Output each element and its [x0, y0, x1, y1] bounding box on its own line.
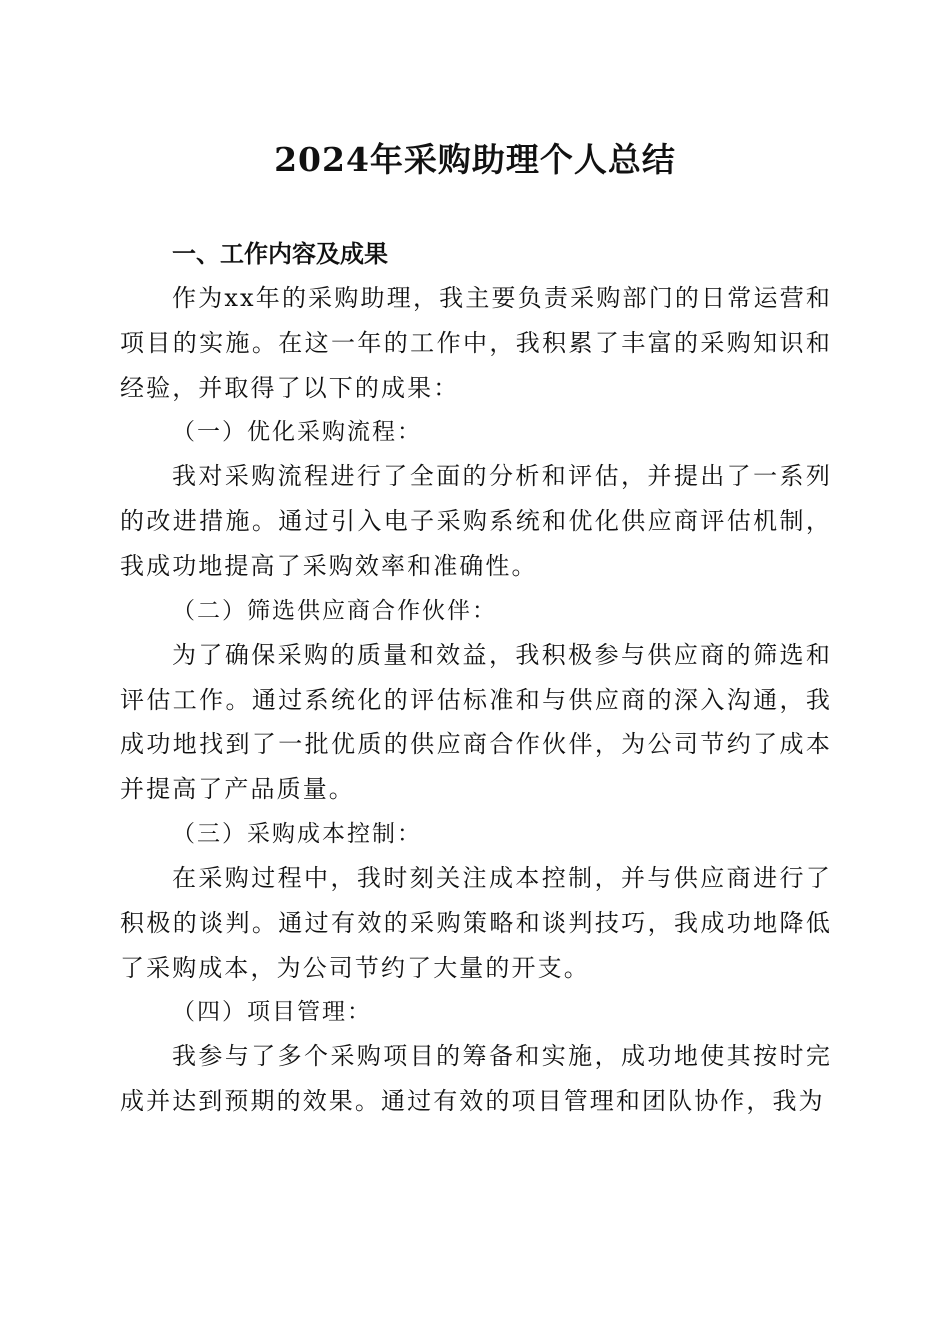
item-heading-1: （一）优化采购流程： [172, 419, 422, 446]
document-title: 2024年采购助理个人总结 [274, 140, 676, 179]
item-paragraph-2: 为了确保采购的质量和效益，我积极参与供应商的筛选和评估工作。通过系统化的评估标准和与供应商的深入沟通，我成功地找到了一批优质的供应商合作伙伴，为公司节约了成本并提高了产品质量。 [120, 640, 832, 804]
item-paragraph-4: 我参与了多个采购项目的筹备和实施，成功地使其按时完成并达到预期的效果。通过有效的项目管理和团队协作，我为 [120, 1042, 832, 1116]
section-heading: 一、工作内容及成果 [172, 240, 388, 268]
item-paragraph-3: 在采购过程中，我时刻关注成本控制，并与供应商进行了积极的谈判。通过有效的采购策略和谈判技巧，我成功地降低了采购成本，为公司节约了大量的开支。 [120, 863, 832, 982]
intro-paragraph: 作为xx年的采购助理，我主要负责采购部门的日常运营和项目的实施。在这一年的工作中，我积累了丰富的采购知识和经验，并取得了以下的成果： [120, 284, 832, 402]
item-paragraph-1: 我对采购流程进行了全面的分析和评估，并提出了一系列的改进措施。通过引入电子采购系统和优化供应商评估机制，我成功地提高了采购效率和准确性。 [120, 462, 832, 580]
item-heading-2: （二）筛选供应商合作伙伴： [172, 597, 497, 624]
document-body [120, 232, 832, 1124]
item-heading-3: （三）采购成本控制： [172, 820, 422, 847]
item-heading-4: （四）项目管理： [172, 999, 372, 1026]
